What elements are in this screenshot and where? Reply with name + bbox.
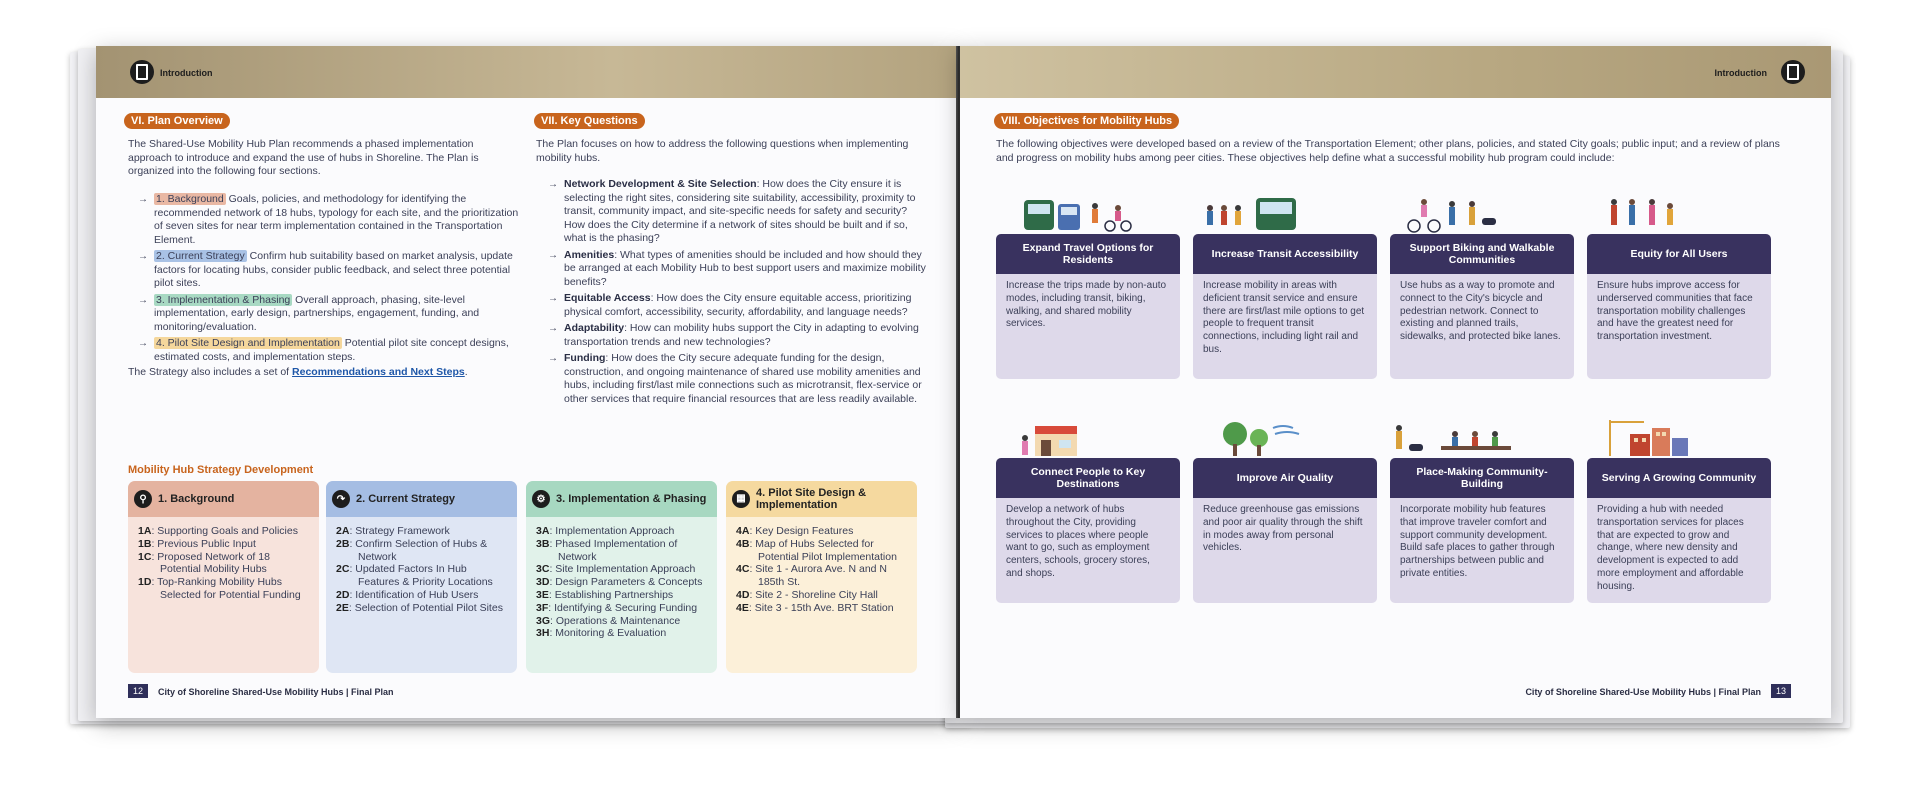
strategy-card-title: 1. Background: [158, 493, 235, 505]
document-logo-icon: [1781, 60, 1805, 84]
strategy-item: 2E: Selection of Potential Pilot Sites: [336, 601, 503, 614]
strategy-item: 3B: Phased Implementation of Network: [536, 537, 678, 563]
key-question-item: [548, 249, 928, 290]
key-question-item: [548, 178, 928, 246]
strategy-item: 3H: Monitoring & Evaluation: [536, 627, 667, 640]
strategy-item: 4E: Site 3 - 15th Ave. BRT Station: [736, 601, 894, 614]
strategy-item: 2B: Confirm Selection of Hubs & Network: [336, 537, 488, 563]
plan-section-label: 4. Pilot Site Design and Implementation: [156, 337, 340, 349]
clipboard-icon: ▦: [732, 490, 750, 508]
recommendations-link[interactable]: Recommendations and Next Steps: [292, 366, 465, 378]
strategy-item: 3A: Implementation Approach: [536, 525, 675, 537]
objective-card: [1587, 458, 1771, 603]
key-question-text: : How can mobility hubs support the City in adapting to evolving transportation trends and new technologies?: [564, 322, 919, 348]
right-footer: City of Shoreline Shared-Use Mobility Hubs | Final Plan: [1525, 687, 1761, 697]
left-header-band: [96, 46, 958, 98]
strategy-card-title: 4. Pilot Site Design & Implementation: [756, 487, 867, 511]
objective-text: Ensure hubs improve access for underserved communities that face transportation mobility challenges and have the greatest need for transportation investment.: [1597, 280, 1753, 343]
strategy-item: 2D: Identification of Hub Users: [336, 588, 479, 601]
strategy-item: 4D: Site 2 - Shoreline City Hall: [736, 588, 878, 601]
strategy-item: 2C: Updated Factors In Hub Features & Priority Locations: [336, 563, 493, 589]
plan-section-label: 1. Background: [156, 193, 224, 205]
objective-card: [996, 234, 1180, 379]
strategy-item: 3E: Establishing Partnerships: [536, 588, 674, 601]
objective-title: Expand Travel Options for Residents: [996, 234, 1180, 274]
objective-title: Improve Air Quality: [1193, 458, 1377, 498]
objective-text: Reduce greenhouse gas emissions and poor air quality through the shift in modes away from personal vehicles.: [1203, 504, 1363, 554]
key-question-term: Funding: [564, 352, 606, 364]
strategy-heading: Mobility Hub Strategy Development: [128, 464, 314, 476]
storefront-illustration: [1015, 418, 1085, 458]
left-page: [96, 46, 958, 718]
strategy-card-header: [326, 481, 517, 517]
plan-section-item: [138, 193, 523, 247]
key-questions-heading: VII. Key Questions: [534, 113, 645, 129]
left-footer: City of Shoreline Shared-Use Mobility Hubs | Final Plan: [158, 687, 394, 697]
left-page-number: 12: [128, 684, 148, 698]
strategy-item: 4C: Site 1 - Aurora Ave. N and N 185th St.: [736, 563, 887, 589]
objective-text: Incorporate mobility hub features that improve traveler comfort and support community development. Build safe places to gather through partnerships between public and private entities.: [1400, 504, 1555, 579]
objective-text: Use hubs as a way to promote and connect to the City's bicycle and pedestrian network. Connect to existing and planned trails, sidewalks, and protected bike lanes.: [1400, 280, 1561, 343]
right-page: [960, 46, 1831, 718]
strategy-card-background: [128, 481, 319, 673]
plan-section-item: [138, 250, 523, 291]
objective-card: [1390, 234, 1574, 379]
plan-sections-list: [138, 193, 523, 367]
strategy-item: 4B: Map of Hubs Selected for Potential Pilot Implementation: [736, 537, 897, 563]
objective-title: Equity for All Users: [1587, 234, 1771, 274]
strategy-item: 3D: Design Parameters & Concepts: [536, 576, 703, 589]
objective-text: Increase mobility in areas with deficient transit service and ensure there are first/last mile options to get people to frequent transit connections, including light rail and bus.: [1203, 280, 1365, 355]
search-icon: ⚲: [134, 490, 152, 508]
right-header-band: [960, 46, 1831, 98]
strategy-card-list: [326, 517, 517, 615]
construction-growth-illustration: [1600, 418, 1700, 458]
strategy-card-header: [128, 481, 319, 517]
plan-overview-closing: [128, 366, 518, 380]
strategy-item: 1B: Previous Public Input: [138, 537, 256, 550]
right-header-title: Introduction: [1714, 68, 1767, 78]
objective-card: [1390, 458, 1574, 603]
key-question-term: Amenities: [564, 248, 615, 261]
strategy-item: 1C: Proposed Network of 18 Potential Mobility Hubs: [138, 550, 270, 576]
plan-section-text: Overall approach, phasing, site-level implementation, early design, partnerships, engagement, funding, and monitoring/evaluation.: [154, 293, 480, 333]
strategy-item: 3G: Operations & Maintenance: [536, 614, 681, 627]
strategy-item: 1A: Supporting Goals and Policies: [138, 525, 298, 537]
bus-stop-illustration: [1200, 194, 1320, 234]
strategy-item: 4A: Key Design Features: [736, 525, 854, 537]
closing-suffix: .: [464, 366, 468, 378]
objective-card: [1193, 458, 1377, 603]
key-question-text: : How does the City ensure equitable access, prioritizing physical comfort, accessibility, security, affordability, and language needs?: [564, 292, 912, 318]
strategy-item: 3C: Site Implementation Approach: [536, 563, 696, 576]
strategy-card-current: [326, 481, 517, 673]
strategy-card-pilot: [726, 481, 917, 673]
objective-title: Increase Transit Accessibility: [1193, 234, 1377, 274]
community-gathering-illustration: [1385, 418, 1525, 458]
plan-overview-heading: VI. Plan Overview: [124, 113, 230, 129]
gears-icon: ⚙: [532, 490, 550, 508]
strategy-item: 1D: Top-Ranking Mobility Hubs Selected for Potential Funding: [138, 576, 301, 601]
plan-section-text: Potential pilot site concept designs, estimated costs, and implementation steps.: [154, 337, 509, 363]
strategy-card-implementation: [526, 481, 717, 673]
document-logo-icon: [130, 60, 154, 84]
strategy-card-header: [526, 481, 717, 517]
key-question-item: [548, 322, 928, 349]
equity-people-illustration: [1600, 194, 1690, 234]
strategy-item: 3F: Identifying & Securing Funding: [536, 601, 698, 614]
objective-text: Develop a network of hubs throughout the City, providing services to places where people want to go, such as employment centers, schools, grocery stores, and shops.: [1006, 504, 1150, 579]
objective-card: [996, 458, 1180, 603]
strategy-card-list: [128, 517, 319, 602]
objective-text: Increase the trips made by non-auto modes, including transit, biking, walking, and shared mobility services.: [1006, 280, 1167, 330]
key-question-term: Network Development & Site Selection: [564, 178, 757, 190]
key-question-text: : How does the City ensure it is selecting the right sites, considering site suitability, accessibility, proximity to transit, community impact, and site-specific needs for safety and security? How does the City determine if a network of sites should be built and if so, what is the phasing?: [564, 178, 916, 244]
plan-overview-intro: The Shared-Use Mobility Hub Plan recommends a phased implementation approach to introduce and expand the use of hubs in Shoreline. The Plan is organized into the following four sections.: [128, 138, 479, 177]
objective-card: [1193, 234, 1377, 379]
key-questions-intro: The Plan focuses on how to address the following questions when implementing mobility hubs.: [536, 138, 909, 164]
objectives-heading: VIII. Objectives for Mobility Hubs: [994, 113, 1179, 129]
route-icon: ↷: [332, 490, 350, 508]
plan-section-item: [138, 337, 523, 364]
key-question-text: : What types of amenities should be included and how should they be arranged at each Mobility Hub to best support users and maximize mobility benefits?: [564, 248, 926, 288]
objective-title: Serving A Growing Community: [1587, 458, 1771, 498]
strategy-card-header: [726, 481, 917, 517]
objective-card: [1587, 234, 1771, 379]
plan-section-text: Goals, policies, and methodology for identifying the recommended network of 18 hubs, typology for each site, and the prioritization of seven sites for near term implementation contained in the Transportation Element.: [154, 193, 519, 246]
plan-section-label: 3. Implementation & Phasing: [156, 293, 291, 306]
key-question-item: [548, 352, 928, 406]
left-header-title: Introduction: [160, 68, 213, 78]
strategy-card-list: [526, 517, 717, 640]
strategy-item: 2A: Strategy Framework: [336, 525, 450, 537]
objective-title: Support Biking and Walkable Communities: [1390, 234, 1574, 274]
key-questions-list: [548, 178, 928, 409]
closing-prefix: The Strategy also includes a set of: [128, 366, 290, 378]
plan-section-item: [138, 294, 523, 335]
objective-text: Providing a hub with needed transportation services for places that are expected to grow and change, where new density and development is expected to add more employment and affordable housing.: [1597, 504, 1744, 592]
trees-illustration: [1215, 418, 1305, 458]
right-page-number: 13: [1771, 684, 1791, 698]
plan-section-label: 2. Current Strategy: [156, 250, 245, 262]
objective-title: Place-Making Community-Building: [1390, 458, 1574, 498]
key-question-item: [548, 292, 928, 319]
strategy-card-title: 3. Implementation & Phasing: [556, 493, 707, 505]
objective-title: Connect People to Key Destinations: [996, 458, 1180, 498]
key-question-term: Adaptability: [564, 322, 625, 334]
plan-section-text: Confirm hub suitability based on market analysis, update factors for locating hubs, consider public feedback, and select three potential pilot sites.: [154, 250, 513, 289]
transit-bike-illustration: [1020, 194, 1150, 234]
objectives-intro: The following objectives were developed based on a review of the Transportation Element; other plans, policies, and stated City goals; public input; and a review of plans and progress on mobility hubs among peer cities. These objectives help define what a successful mobility hub program could include:: [996, 138, 1780, 164]
key-question-text: : How does the City secure adequate funding for the design, construction, and ongoing maintenance of shared use mobility amenities and hubs, including first/last mile connections such as microtransit, flex-service or other services that require financial resources that are less readily available.: [564, 352, 922, 405]
key-question-term: Equitable Access: [564, 292, 651, 304]
book-spread: [96, 46, 1831, 718]
bike-walk-illustration: [1400, 194, 1510, 234]
strategy-card-title: 2. Current Strategy: [356, 493, 456, 505]
strategy-card-list: [726, 517, 917, 615]
